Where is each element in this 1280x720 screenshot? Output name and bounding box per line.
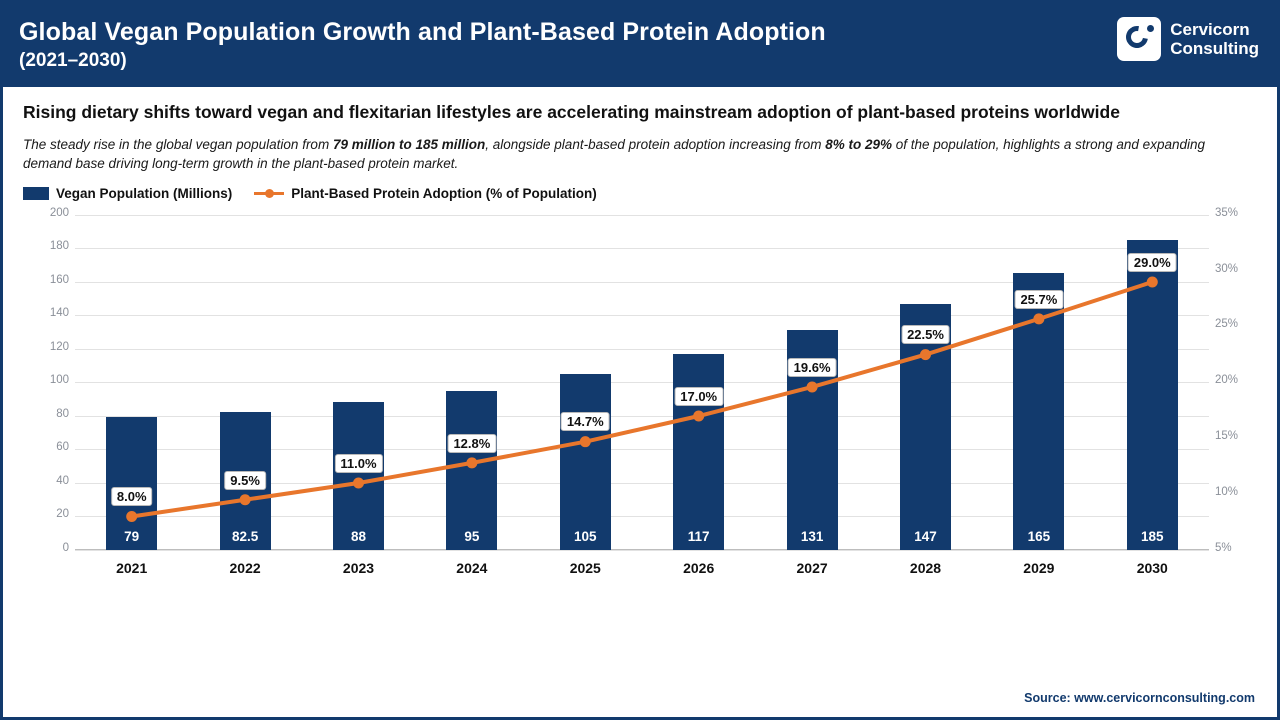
logo-dot-shape — [1147, 25, 1154, 32]
logo-text-line2: Consulting — [1170, 39, 1259, 58]
header-titles — [19, 18, 826, 72]
page-title: Global Vegan Population Growth and Plant-Based Protein Adoption — [19, 18, 826, 47]
chart-plot — [49, 206, 1239, 576]
legend-label-protein-adoption: Plant-Based Protein Adoption (% of Population) — [291, 185, 597, 201]
bar-value-label: 165 — [1027, 528, 1051, 544]
bar-value-label: 131 — [800, 528, 824, 544]
x-axis-tick-2021: 2021 — [116, 559, 148, 576]
legend-bar-swatch-icon — [23, 187, 49, 200]
y-axis-right-tick: 10% — [1215, 485, 1239, 498]
bar-value-label: 79 — [124, 528, 140, 544]
subtext-paragraph — [23, 135, 1257, 174]
x-axis-tick-2024: 2024 — [456, 559, 488, 576]
headline-text: Rising dietary shifts toward vegan and flexitarian lifestyles are accelerating mainstream adoption of plant-based proteins worldwide — [23, 102, 1120, 122]
x-axis-tick-2022: 2022 — [229, 559, 261, 576]
x-axis-tick-2030: 2030 — [1136, 559, 1168, 576]
y-axis-left-tick: 100 — [49, 374, 69, 387]
page-header — [3, 3, 1277, 87]
x-axis-tick-2029: 2029 — [1023, 559, 1055, 576]
y-axis-right-tick: 20% — [1215, 374, 1239, 387]
y-axis-left-tick: 60 — [56, 441, 69, 454]
y-axis-right-tick: 30% — [1215, 262, 1239, 275]
y-axis-left-tick: 180 — [49, 240, 69, 253]
legend-line-swatch-icon — [254, 187, 284, 200]
x-axis-tick-2023: 2023 — [342, 559, 375, 576]
line-point-label-2021: 8.0% — [111, 487, 153, 506]
y-axis-right-tick: 25% — [1215, 318, 1239, 331]
bar-value-label: 82.5 — [231, 528, 259, 544]
bar-value-label: 117 — [687, 528, 710, 544]
y-axis-right-tick: 5% — [1215, 541, 1232, 554]
y-axis-left-tick: 160 — [49, 273, 69, 286]
subtext-bold1: 79 million to 185 million — [332, 136, 486, 152]
y-axis-left-tick: 140 — [49, 307, 69, 320]
y-axis-left-tick: 200 — [49, 206, 69, 219]
bar-value-label: 88 — [350, 528, 366, 544]
content-area — [3, 87, 1277, 597]
bar-value-label: 105 — [574, 528, 597, 544]
subtext-part2: , alongside plant-based protein adoption increasing from — [485, 136, 826, 152]
legend-item-protein-adoption[interactable] — [254, 186, 596, 201]
brand-logo — [1117, 17, 1259, 61]
x-axis-tick-2026: 2026 — [683, 559, 715, 576]
logo-mark-icon — [1117, 17, 1161, 61]
line-point-label-2023: 11.0% — [334, 454, 382, 473]
subtext-part1: The steady rise in the global vegan population from — [23, 136, 333, 152]
line-point-label-2024: 12.8% — [447, 434, 496, 453]
line-point-label-2028: 22.5% — [901, 325, 950, 344]
y-axis-right-tick: 35% — [1215, 206, 1239, 219]
logo-text — [1170, 20, 1259, 58]
subtext-part3: of the population, highlights a strong and expanding demand base driving long-term growth in the plant-based protein market. — [23, 136, 1205, 172]
bar-value-label: 95 — [464, 528, 480, 544]
line-point-label-2022: 9.5% — [224, 471, 266, 490]
y-axis-right-tick: 15% — [1215, 430, 1239, 443]
x-axis-tick-2025: 2025 — [569, 559, 601, 576]
y-axis-left-tick: 20 — [56, 508, 69, 521]
bar-value-label: 185 — [1141, 528, 1164, 544]
line-point-label-2025: 14.7% — [561, 412, 610, 431]
gridline — [75, 550, 1209, 551]
line-point-label-2029: 25.7% — [1014, 290, 1063, 309]
logo-text-line1: Cervicorn — [1170, 19, 1250, 39]
y-axis-left-tick: 0 — [62, 541, 69, 554]
chart-legend — [23, 186, 1257, 201]
line-point-label-2027: 19.6% — [788, 358, 837, 377]
line-series-protein-adoption — [75, 215, 1209, 550]
line-point-label-2030: 29.0% — [1128, 253, 1177, 272]
subtext-bold2: 8% to 29% — [825, 136, 892, 152]
x-axis-tick-2028: 2028 — [909, 559, 942, 576]
legend-item-vegan-population[interactable] — [23, 186, 232, 201]
x-axis-tick-2027: 2027 — [796, 559, 828, 576]
chart-area — [23, 207, 1261, 597]
page-subtitle: (2021–2030) — [19, 49, 127, 71]
line-point-label-2026: 17.0% — [674, 387, 723, 406]
y-axis-left-tick: 120 — [49, 340, 69, 353]
source-note: Source: www.cervicornconsulting.com — [1024, 691, 1255, 705]
y-axis-left-tick: 40 — [56, 474, 69, 487]
bar-value-label: 147 — [914, 528, 937, 544]
legend-label-vegan-population: Vegan Population (Millions) — [56, 185, 233, 201]
y-axis-left-tick: 80 — [56, 407, 69, 420]
